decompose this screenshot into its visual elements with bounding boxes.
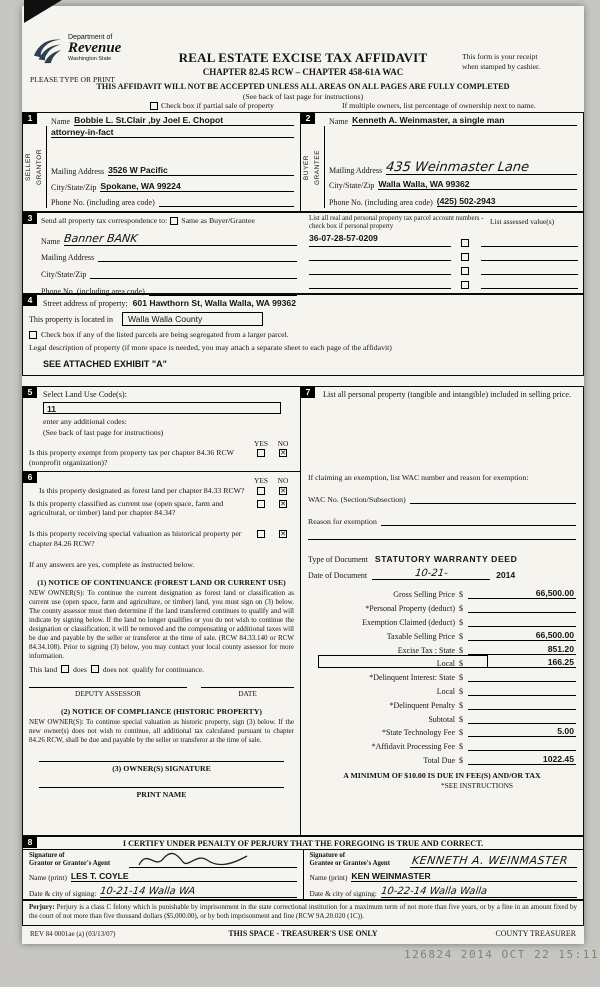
buyer-city-field[interactable] bbox=[378, 179, 577, 190]
deputy-date-line[interactable] bbox=[201, 687, 294, 688]
perjury-body: Perjury is a class C felony which is punishable by imprisonment in the state correctional institution for a maximum term of not more than five years, or by a fine in an amount fixed by the court of not more than five thousand dollars ($5,000.00), or by both imprisonment and fine (RCW 9A.20.020 (1C)). bbox=[29, 903, 577, 921]
section7-badge: 7 bbox=[301, 387, 315, 398]
historic-yes-checkbox[interactable] bbox=[257, 530, 265, 538]
seller-side-labels bbox=[25, 126, 47, 208]
seller-name-field-2[interactable] bbox=[51, 127, 294, 138]
buyer-label: BUYER bbox=[303, 154, 310, 180]
assessed-value-field-3[interactable] bbox=[481, 266, 578, 275]
assessed-value-field-1[interactable] bbox=[481, 238, 578, 247]
please-type-or-print: PLEASE TYPE OR PRINT bbox=[30, 75, 115, 84]
section-buyer bbox=[300, 112, 584, 212]
excise-state-value[interactable]: 851.20 bbox=[468, 644, 576, 655]
subtotal-value[interactable] bbox=[468, 715, 576, 724]
additional-codes-label: enter any additional codes: bbox=[43, 417, 127, 426]
form-revision-number: REV 84 0001ae (a) (03/13/07) bbox=[30, 930, 116, 938]
grantor-name-field[interactable] bbox=[71, 871, 297, 882]
correspondence-phone-label: Phone No. (including area code) bbox=[41, 287, 145, 296]
section-tax-correspondence bbox=[22, 212, 584, 294]
buyer-address-value: 435 Weinmaster Lane bbox=[385, 160, 531, 175]
money-row-gross: Gross Selling Price $ 66,500.00 bbox=[393, 588, 574, 600]
revenue-logo bbox=[32, 34, 121, 66]
print-name-line[interactable] bbox=[39, 787, 284, 788]
buyer-phone-value: (425) 502-2943 bbox=[436, 196, 496, 206]
dollar-sign: $ bbox=[459, 659, 463, 669]
owner-signature-label: (3) OWNER(S) SIGNATURE bbox=[112, 763, 211, 773]
grantor-signature-field[interactable] bbox=[129, 853, 297, 868]
section-land-designation bbox=[22, 471, 301, 836]
document-type-value: STATUTORY WARRANTY DEED bbox=[374, 553, 518, 564]
county-field[interactable] bbox=[122, 312, 263, 326]
grantor-signature-icon bbox=[135, 852, 255, 868]
grantor-signature-label-1: Signature of bbox=[29, 852, 65, 859]
money-row-technology-fee: *State Technology Fee $ 5.00 bbox=[381, 726, 574, 738]
dollar-sign: $ bbox=[459, 590, 463, 600]
street-address-value: 601 Hawthorn St, Walla Walla, WA 99362 bbox=[132, 298, 296, 308]
personal-property-checkbox-4[interactable] bbox=[461, 281, 469, 289]
buyer-phone-label: Phone No. (including area code) bbox=[329, 198, 433, 207]
current-use-yes-checkbox[interactable] bbox=[257, 500, 265, 508]
yes-header: YES bbox=[254, 439, 268, 448]
parcel-row-4 bbox=[309, 277, 578, 289]
grantee-date-field[interactable] bbox=[381, 886, 577, 898]
buyer-city-value: Walla Walla, WA 99362 bbox=[378, 179, 470, 189]
personal-property-value[interactable] bbox=[468, 604, 576, 613]
dollar-sign: $ bbox=[459, 604, 463, 614]
section2-badge: 2 bbox=[301, 113, 315, 124]
dollar-sign: $ bbox=[459, 687, 463, 697]
send-correspondence-label: Send all property tax correspondence to: bbox=[41, 216, 168, 225]
money-row-exemption: Exemption Claimed (deduct) $ bbox=[308, 613, 576, 627]
legal-description-label: Legal description of property (if more space is needed, you may attach a separate sheet to each page of the affidavit) bbox=[29, 343, 392, 352]
receipt-note: This form is your receipt when stamped by cashier. bbox=[462, 52, 541, 71]
section4-badge: 4 bbox=[23, 295, 37, 306]
legal-description-value: SEE ATTACHED EXHIBIT "A" bbox=[43, 359, 167, 369]
assessed-value-field-2[interactable] bbox=[481, 252, 578, 261]
section1-badge: 1 bbox=[23, 113, 37, 124]
money-row-delinquent-interest-state: *Delinquent Interest: State $ bbox=[308, 668, 576, 682]
delinquent-interest-state-value[interactable] bbox=[468, 673, 576, 682]
money-row-processing-fee: *Affidavit Processing Fee $ bbox=[308, 737, 576, 751]
section-land-use-code bbox=[22, 386, 301, 472]
money-table bbox=[308, 586, 576, 765]
owner-signature-line[interactable] bbox=[39, 761, 284, 762]
grantor-signature-label-2: Grantor or Grantor's Agent bbox=[29, 860, 111, 868]
seller-label: SELLER bbox=[25, 152, 32, 182]
money-row-total-due: Total Due $ 1022.45 bbox=[423, 754, 574, 766]
dollar-sign: $ bbox=[459, 631, 463, 641]
located-in-label: This property is located in bbox=[29, 314, 113, 324]
buyer-address-label: Mailing Address bbox=[329, 166, 383, 175]
deputy-date-label: DATE bbox=[238, 688, 257, 698]
money-row-local: Local $ 166.25 bbox=[308, 655, 576, 669]
grantor-date-value: 10-21-14 Walla WA bbox=[99, 886, 197, 898]
section-sale-details bbox=[300, 386, 584, 836]
taxable-selling-price-value[interactable]: 66,500.00 bbox=[468, 630, 576, 641]
correspondence-city-label: City/State/Zip bbox=[41, 270, 87, 279]
notice-compliance-title: (2) NOTICE OF COMPLIANCE (HISTORIC PROPERTY) bbox=[61, 706, 262, 716]
affidavit-document bbox=[22, 6, 584, 944]
section6-badge: 6 bbox=[23, 472, 37, 483]
treasurer-space-label: THIS SPACE - TREASURER'S USE ONLY bbox=[228, 929, 378, 938]
revenue-logo-icon bbox=[32, 34, 64, 66]
buyer-city-label: City/State/Zip bbox=[329, 181, 375, 190]
dollar-sign: $ bbox=[459, 673, 463, 683]
street-address-label: Street address of property: bbox=[43, 299, 128, 308]
does-label: does bbox=[73, 664, 87, 674]
seller-address-value: 3526 W Pacific bbox=[108, 165, 168, 175]
print-name-label: PRINT NAME bbox=[136, 789, 187, 799]
county-value: Walla Walla County bbox=[127, 314, 203, 324]
parcel-number-field-4[interactable] bbox=[309, 288, 451, 289]
total-due-value[interactable]: 1022.45 bbox=[468, 754, 576, 765]
personal-property-note: List all personal property (tangible and intangible) included in selling price. bbox=[323, 390, 572, 399]
exemption-reason-field-2[interactable] bbox=[308, 539, 576, 540]
form-title: REAL ESTATE EXCISE TAX AFFIDAVIT bbox=[178, 50, 428, 65]
seller-name-value: Bobbie L. St.Clair ,by Joel E. Chopot bbox=[74, 115, 224, 125]
logo-washington-state: Washington State bbox=[68, 56, 112, 62]
seller-city-label: City/State/Zip bbox=[51, 183, 97, 192]
if-yes-note: If any answers are yes, complete as instructed below. bbox=[29, 559, 195, 569]
money-row-excise-state: Excise Tax : State $ 851.20 bbox=[397, 643, 574, 655]
grantee-name-value: KEN WEINMASTER bbox=[351, 871, 431, 882]
grantee-name-print-label: Name (print) bbox=[309, 873, 348, 883]
grantor-date-field[interactable] bbox=[100, 886, 296, 898]
seller-city-field[interactable] bbox=[100, 181, 294, 192]
seller-name-label: Name bbox=[51, 117, 71, 126]
notice-continuance-title: (1) NOTICE OF CONTINUANCE (FOREST LAND OR CURRENT USE) bbox=[37, 577, 286, 587]
land-use-title: Select Land Use Code(s): bbox=[43, 390, 127, 399]
exemption-claimed-value[interactable] bbox=[468, 618, 576, 627]
multiple-owners-note: If multiple owners, list percentage of ownership next to name. bbox=[342, 101, 536, 110]
correspondence-name-value: Banner BANK bbox=[63, 232, 139, 245]
parcel-number-1: 36-07-28-57-0209 bbox=[309, 232, 378, 243]
county-treasurer-label: COUNTY TREASURER bbox=[495, 929, 576, 938]
grantor-name-value: LES T. COYLE bbox=[70, 871, 129, 882]
form-chapter: CHAPTER 82.45 RCW – CHAPTER 458-61A WAC bbox=[202, 67, 404, 77]
seller-name-value-2: attorney-in-fact bbox=[51, 127, 114, 137]
segregated-parcel-checkbox[interactable] bbox=[29, 331, 37, 339]
grantee-date-label: Date & city of signing: bbox=[309, 889, 377, 899]
excise-local-value[interactable]: 166.25 bbox=[468, 657, 576, 668]
document-date-label: Date of Document bbox=[308, 570, 368, 580]
current-use-question: Is this property classified as current use (open space, farm and agricultural, or timber) land per chapter 84.34? bbox=[29, 498, 224, 518]
correspondence-city-field[interactable] bbox=[90, 270, 297, 279]
exempt-yes-checkbox[interactable] bbox=[257, 449, 265, 457]
see-back-note: (See back of last page for instructions) bbox=[242, 92, 364, 101]
parcel-number-field-2[interactable] bbox=[309, 260, 451, 261]
section-certification bbox=[22, 836, 584, 900]
does-not-label: does not bbox=[102, 664, 129, 674]
dollar-sign: $ bbox=[459, 618, 463, 628]
correspondence-name-field[interactable] bbox=[64, 232, 297, 246]
buyer-phone-field[interactable] bbox=[437, 196, 577, 207]
gross-selling-price-value[interactable]: 66,500.00 bbox=[468, 588, 576, 599]
dollar-sign: $ bbox=[459, 728, 463, 738]
footer-row bbox=[22, 928, 584, 942]
dollar-sign: $ bbox=[459, 756, 463, 766]
no-header-2: NO bbox=[277, 476, 289, 485]
parcel-number-field-1[interactable] bbox=[309, 228, 451, 247]
wac-number-label: WAC No. (Section/Subsection) bbox=[308, 494, 406, 504]
money-row-delinquent-interest-local: Local $ bbox=[308, 682, 576, 696]
grantor-name-print-label: Name (print) bbox=[29, 873, 67, 883]
does-checkbox[interactable] bbox=[61, 665, 69, 673]
no-header: NO bbox=[277, 439, 289, 448]
parcel-numbers-header: List all real and personal property tax parcel account numbers - check box if personal property bbox=[309, 215, 484, 231]
section-property-location bbox=[22, 294, 584, 376]
cashier-date-stamp: 126824 2014 OCT 22 15:11 bbox=[404, 948, 599, 961]
assessed-value-field-4[interactable] bbox=[481, 280, 578, 289]
dollar-sign: $ bbox=[459, 742, 463, 752]
personal-property-checkbox-3[interactable] bbox=[461, 267, 469, 275]
perjury-notice bbox=[22, 900, 584, 926]
same-as-buyer-label: Same as Buyer/Grantee bbox=[181, 216, 255, 225]
seller-phone-field[interactable] bbox=[159, 198, 294, 207]
grantee-signature-value: KENNETH A. WEINMASTER bbox=[410, 854, 569, 868]
does-not-checkbox[interactable] bbox=[91, 665, 99, 673]
historic-no-checkbox[interactable]: ✕ bbox=[280, 530, 286, 539]
certify-statement: I CERTIFY UNDER PENALTY OF PERJURY THAT THE FOREGOING IS TRUE AND CORRECT. bbox=[122, 839, 484, 848]
seller-phone-label: Phone No. (including area code) bbox=[51, 198, 155, 207]
seller-address-label: Mailing Address bbox=[51, 167, 105, 176]
buyer-name-field[interactable] bbox=[352, 115, 577, 126]
correspondence-name-label: Name bbox=[41, 237, 61, 246]
logo-revenue-word: Revenue bbox=[68, 40, 122, 56]
dollar-sign: $ bbox=[459, 714, 463, 724]
exempt-no-checkbox[interactable]: ✕ bbox=[280, 449, 286, 457]
minimum-fee-note: A MINIMUM OF $10.00 IS DUE IN FEE(S) AND/OR TAX bbox=[343, 771, 541, 781]
exemption-reason-label: Reason for exemption bbox=[308, 516, 377, 526]
same-as-buyer-checkbox[interactable] bbox=[170, 217, 178, 225]
notice-continuance-body: NEW OWNER(S): To continue the current designation as forest land or classification as current use (open space, farm and agriculture, or timber) land, you must sign on (3) below. The county assessor must then determine if the land transferred continues to qualify and will indicate by signing below. If the land no longer qualifies or you do not wish to continue the designation or classification, it will be removed and the compensating or additional taxes will be due and payable by the seller or transferor at the time of sale. (RCW 84.33.140 or RCW 84.34.108). Prior to signing (3) below, you may contact your local county assessor for more information. bbox=[29, 588, 294, 660]
notice-compliance-body: NEW OWNER(S): To continue special valuation as historic property, sign (3) below. If the new owner(s) does not wish to continue, all additional tax calculated pursuant to chapter 84.26 RCW, shall be due and payable by the seller or transferor at the time of sale. bbox=[29, 717, 294, 744]
dollar-sign: $ bbox=[459, 700, 463, 710]
document-date-year: 2014 bbox=[496, 569, 516, 580]
deputy-assessor-label: DEPUTY ASSESSOR bbox=[75, 688, 142, 698]
logo-department-of: Department of bbox=[68, 34, 113, 41]
money-row-delinquent-penalty: *Delinquent Penalty $ bbox=[308, 696, 576, 710]
partial-sale-checkbox[interactable] bbox=[150, 102, 158, 110]
see-instructions-note: *SEE INSTRUCTIONS bbox=[440, 781, 514, 791]
parcel-row-2 bbox=[309, 249, 578, 261]
money-row-subtotal: Subtotal $ bbox=[308, 710, 576, 724]
parcel-row-1 bbox=[309, 234, 578, 247]
grantee-signature-field[interactable] bbox=[410, 853, 578, 868]
perjury-lead: Perjury: bbox=[29, 903, 55, 911]
grantee-signature-label-2: Grantee or Grantee's Agent bbox=[309, 860, 390, 868]
seller-name-field[interactable] bbox=[74, 115, 294, 126]
deputy-assessor-signature-line[interactable] bbox=[29, 687, 187, 688]
land-use-code-field[interactable] bbox=[43, 402, 281, 414]
assessed-values-header: List assessed value(s) bbox=[490, 217, 555, 226]
dollar-sign: $ bbox=[459, 645, 463, 655]
section3-badge: 3 bbox=[23, 213, 37, 224]
section-seller bbox=[22, 112, 301, 212]
buyer-address-field[interactable] bbox=[386, 160, 577, 175]
qualify-label: qualify for continuance. bbox=[132, 664, 204, 674]
section8-badge: 8 bbox=[23, 837, 37, 848]
partial-sale-row bbox=[150, 101, 274, 110]
buyer-name-label: Name bbox=[329, 117, 349, 126]
processing-fee-value[interactable] bbox=[468, 742, 576, 751]
exemption-reason-field[interactable] bbox=[381, 517, 576, 526]
parcel-number-field-3[interactable] bbox=[309, 274, 451, 275]
partial-sale-label: Check box if partial sale of property bbox=[161, 101, 275, 110]
grantee-date-value: 10-22-14 Walla Walla bbox=[380, 886, 488, 898]
money-row-personal: *Personal Property (deduct) $ bbox=[308, 599, 576, 613]
exemption-note: If claiming an exemption, list WAC number and reason for exemption: bbox=[308, 472, 529, 482]
grantee-label: GRANTEE bbox=[313, 149, 321, 185]
document-date-field[interactable] bbox=[372, 568, 490, 580]
buyer-side-labels bbox=[303, 126, 325, 208]
technology-fee-value[interactable]: 5.00 bbox=[468, 726, 576, 737]
correspondence-address-label: Mailing Address bbox=[41, 253, 95, 262]
personal-property-checkbox-1[interactable] bbox=[461, 239, 469, 247]
current-use-no-checkbox[interactable]: ✕ bbox=[280, 499, 286, 508]
document-type-label: Type of Document bbox=[308, 554, 368, 564]
forest-no-checkbox[interactable]: ✕ bbox=[280, 487, 286, 495]
seller-address-field[interactable] bbox=[108, 165, 294, 176]
see-back-note-2: (See back of last page for instructions) bbox=[43, 428, 164, 437]
grantor-label: GRANTOR bbox=[35, 148, 43, 186]
section5-badge: 5 bbox=[23, 387, 37, 398]
money-row-taxable: Taxable Selling Price $ 66,500.00 bbox=[386, 629, 574, 641]
parcel-row-3 bbox=[309, 263, 578, 275]
grantee-signature-label-1: Signature of bbox=[309, 852, 346, 859]
wac-number-field[interactable] bbox=[410, 495, 576, 504]
land-use-code-value: 11 bbox=[47, 404, 57, 414]
buyer-name-value: Kenneth A. Weinmaster, a single man bbox=[352, 115, 505, 125]
grantor-date-label: Date & city of signing: bbox=[29, 889, 97, 899]
grantee-name-field[interactable] bbox=[351, 871, 577, 882]
this-land-label: This land bbox=[29, 664, 58, 674]
segregated-parcel-label: Check box if any of the listed parcels are being segregated from a larger parcel. bbox=[41, 330, 289, 339]
personal-property-checkbox-2[interactable] bbox=[461, 253, 469, 261]
delinquent-penalty-value[interactable] bbox=[468, 701, 576, 710]
exempt-question: Is this property exempt from property tax per chapter 84.36 RCW (nonprofit organization)? bbox=[29, 448, 234, 467]
forest-yes-checkbox[interactable] bbox=[257, 487, 265, 495]
forest-land-question: Is this property designated as forest land per chapter 84.33 RCW? bbox=[39, 486, 245, 495]
document-date-hand: 10-21- bbox=[414, 567, 449, 579]
correspondence-address-field[interactable] bbox=[98, 253, 297, 262]
yes-header-2: YES bbox=[254, 476, 268, 485]
delinquent-interest-local-value[interactable] bbox=[468, 687, 576, 696]
acceptance-warning: THIS AFFIDAVIT WILL NOT BE ACCEPTED UNLESS ALL AREAS ON ALL PAGES ARE FULLY COMPLETED bbox=[96, 82, 510, 91]
seller-city-value: Spokane, WA 99224 bbox=[100, 181, 181, 191]
historic-question: Is this property receiving special valuation as historical property per chapter 84.26 RCW? bbox=[29, 529, 242, 548]
